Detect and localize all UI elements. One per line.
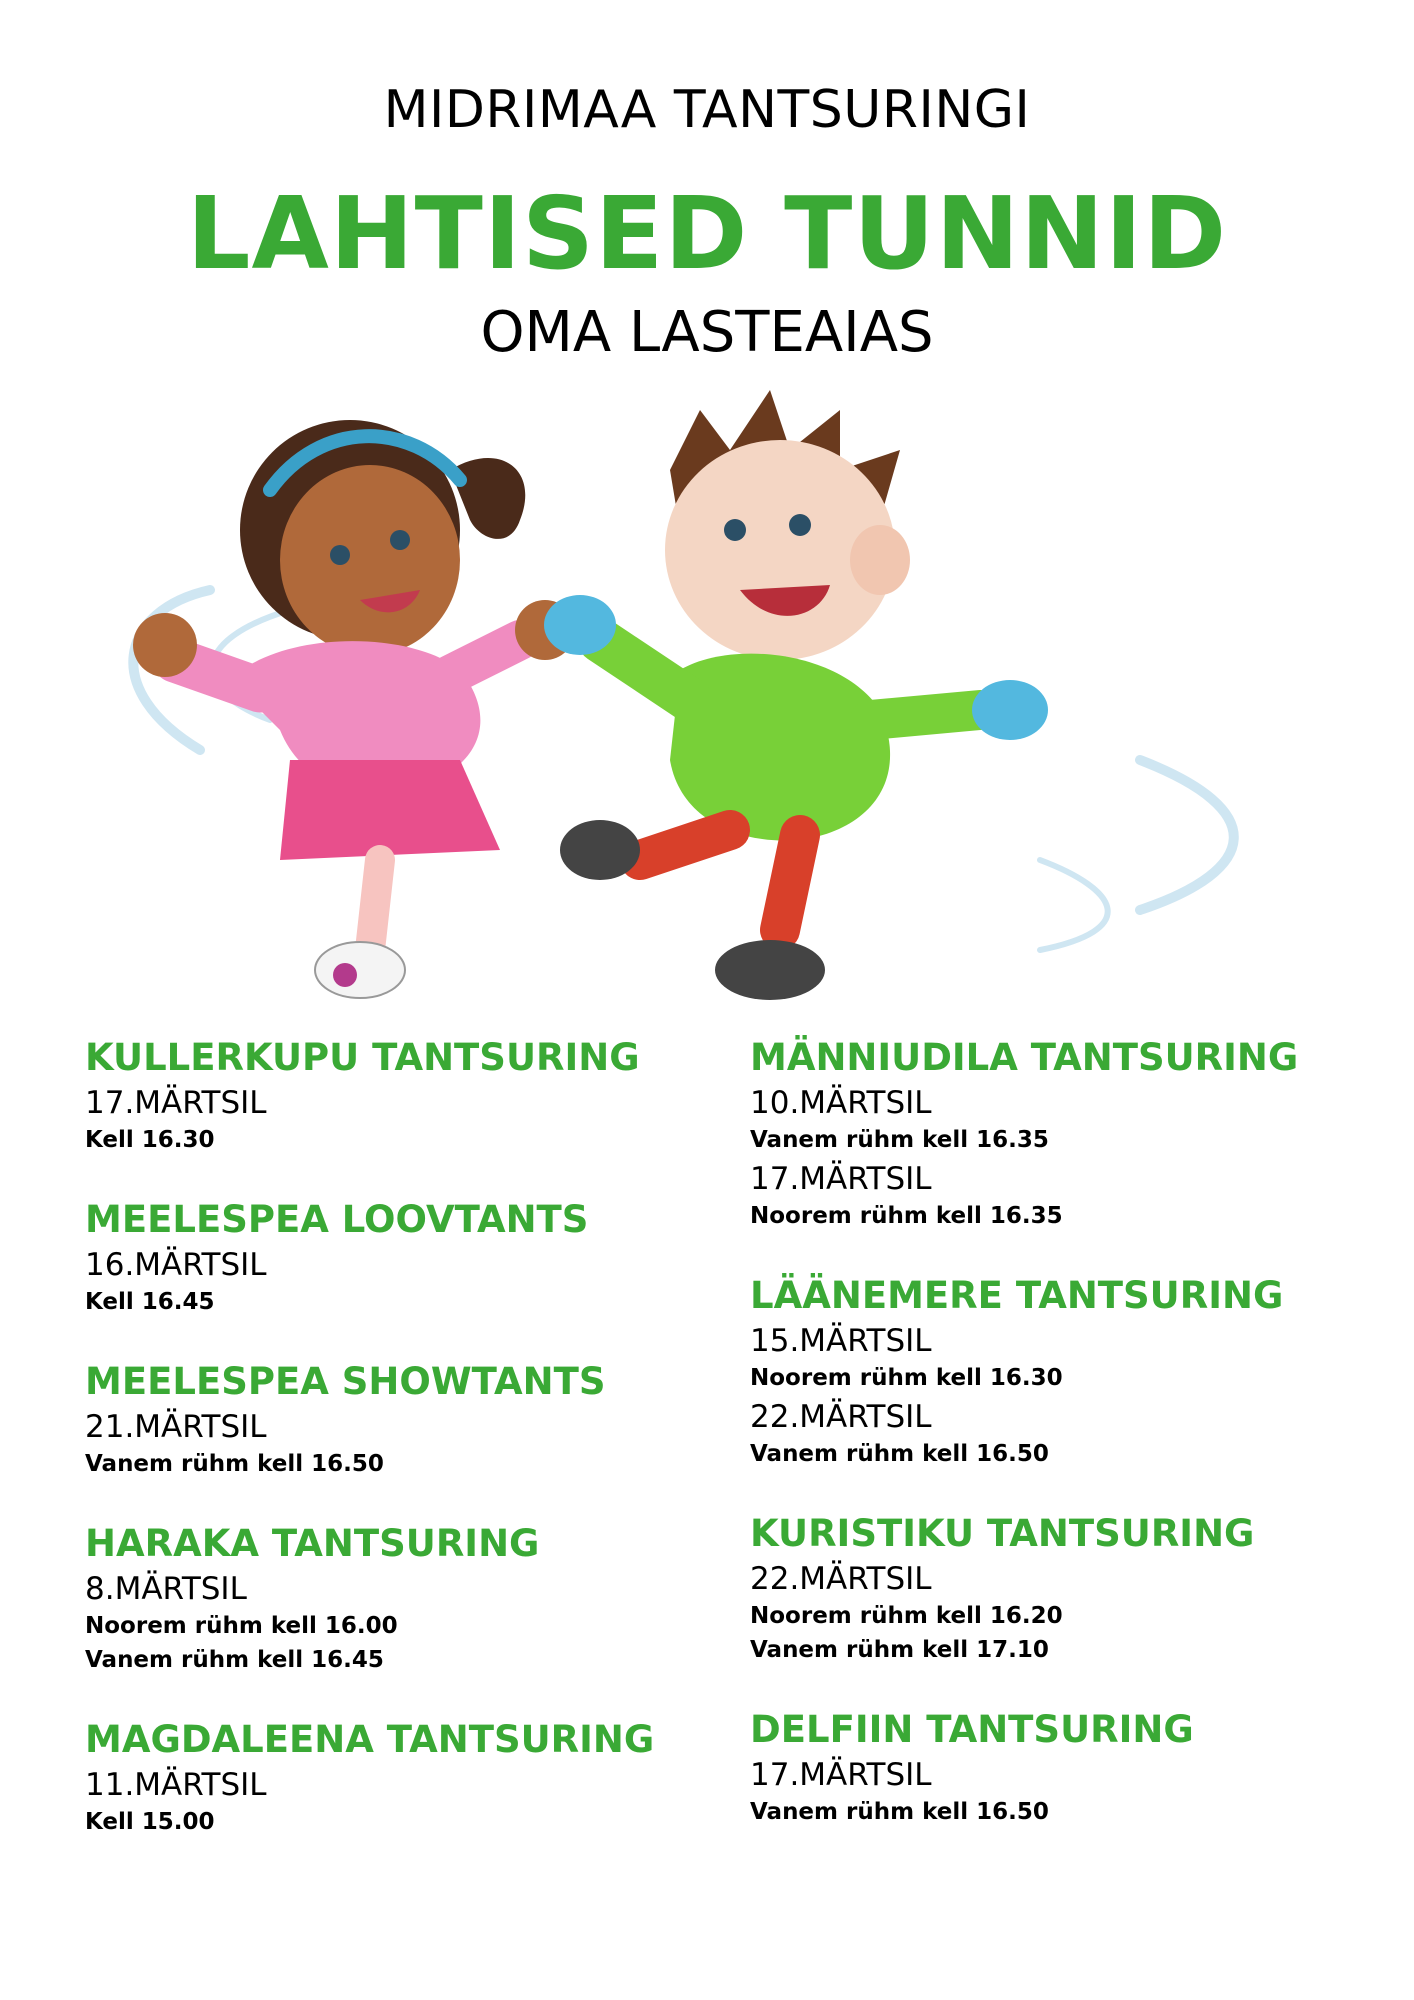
poster-title-main: LAHTISED TUNNID (186, 175, 1228, 292)
club-title: DELFIIN TANTSURING (750, 1708, 1194, 1751)
session-date: 11.MÄRTSIL (85, 1767, 267, 1803)
session-time: Vanem rühm kell 17.10 (750, 1637, 1049, 1663)
session-date: 17.MÄRTSIL (750, 1161, 932, 1197)
session-date: 10.MÄRTSIL (750, 1085, 932, 1121)
session-date: 15.MÄRTSIL (750, 1323, 932, 1359)
club-title: KULLERKUPU TANTSURING (85, 1036, 640, 1079)
club-card (85, 1521, 725, 1677)
session-date: 21.MÄRTSIL (85, 1409, 267, 1445)
session-time: Noorem rühm kell 16.30 (750, 1365, 1063, 1391)
session-date: 22.MÄRTSIL (750, 1399, 932, 1435)
club-title: HARAKA TANTSURING (85, 1522, 540, 1565)
session-date: 16.MÄRTSIL (85, 1247, 267, 1283)
right-column (750, 1035, 1390, 1869)
session-time: Vanem rühm kell 16.45 (85, 1647, 384, 1673)
club-card (750, 1035, 1390, 1233)
session-time: Kell 16.30 (85, 1127, 215, 1153)
club-title: KURISTIKU TANTSURING (750, 1512, 1255, 1555)
session-time: Vanem rühm kell 16.50 (750, 1799, 1049, 1825)
dancing-boy-icon (544, 390, 1048, 1000)
session-time: Noorem rühm kell 16.35 (750, 1203, 1063, 1229)
club-card (85, 1359, 725, 1481)
session-time: Kell 15.00 (85, 1809, 215, 1835)
club-title: MEELESPEA LOOVTANTS (85, 1198, 589, 1241)
session-date: 17.MÄRTSIL (85, 1085, 267, 1121)
dancing-kids-illustration (80, 390, 1340, 1020)
session-time: Vanem rühm kell 16.35 (750, 1127, 1049, 1153)
club-title: LÄÄNEMERE TANTSURING (750, 1274, 1284, 1317)
poster-subtitle: OMA LASTEAIAS (480, 300, 934, 365)
session-time: Noorem rühm kell 16.20 (750, 1603, 1063, 1629)
dancing-girl-icon (133, 420, 575, 998)
session-date: 8.MÄRTSIL (85, 1571, 247, 1607)
session-time: Vanem rühm kell 16.50 (85, 1451, 384, 1477)
club-card (85, 1717, 725, 1839)
club-card (85, 1197, 725, 1319)
session-time: Vanem rühm kell 16.50 (750, 1441, 1049, 1467)
session-date: 17.MÄRTSIL (750, 1757, 932, 1793)
club-title: MEELESPEA SHOWTANTS (85, 1360, 606, 1403)
motion-swirl-right (1040, 760, 1234, 950)
club-card (750, 1707, 1390, 1829)
club-card (750, 1273, 1390, 1471)
club-card (85, 1035, 725, 1157)
session-time: Kell 16.45 (85, 1289, 215, 1315)
session-date: 22.MÄRTSIL (750, 1561, 932, 1597)
left-column (85, 1035, 725, 1879)
session-time: Noorem rühm kell 16.00 (85, 1613, 398, 1639)
club-title: MAGDALEENA TANTSURING (85, 1718, 655, 1761)
club-card (750, 1511, 1390, 1667)
poster-title-line1: MIDRIMAA TANTSURINGI (383, 80, 1031, 140)
club-title: MÄNNIUDILA TANTSURING (750, 1036, 1299, 1079)
